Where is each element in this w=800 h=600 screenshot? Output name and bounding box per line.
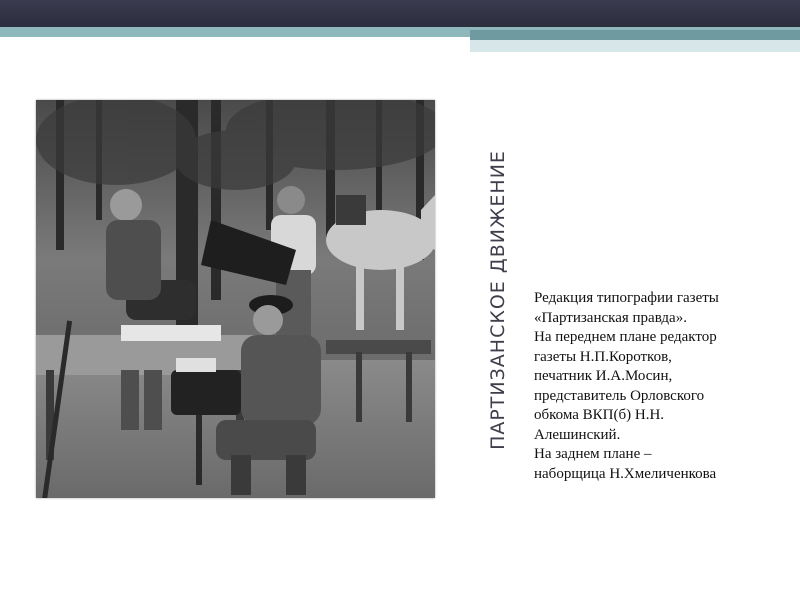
caption-line: «Партизанская правда».	[534, 309, 687, 326]
accent-stripe-light	[470, 40, 800, 52]
caption-line: представитель Орловского	[534, 387, 705, 404]
caption-line: На переднем плане редактор	[534, 329, 717, 345]
caption-line: На заднем плане –	[534, 446, 652, 462]
caption-line: печатник И.А.Мосин,	[534, 368, 673, 384]
caption-line: газеты Н.П.Коротков,	[534, 348, 672, 365]
caption-line: Редакция типографии газеты	[534, 290, 719, 306]
slide-title: ПАРТИЗАНСКОЕ ДВИЖЕНИЕ	[487, 150, 510, 450]
historical-photo	[36, 100, 435, 498]
top-decor-bar	[0, 0, 800, 27]
caption-line: обкома ВКП(б) Н.Н.	[534, 407, 665, 423]
caption-line: Алешинский.	[534, 426, 621, 443]
caption-line: наборщица Н.Хмеличенкова	[534, 465, 717, 482]
accent-stripe-dark	[470, 30, 800, 40]
photo-caption	[534, 289, 774, 484]
vertical-title	[478, 120, 518, 480]
